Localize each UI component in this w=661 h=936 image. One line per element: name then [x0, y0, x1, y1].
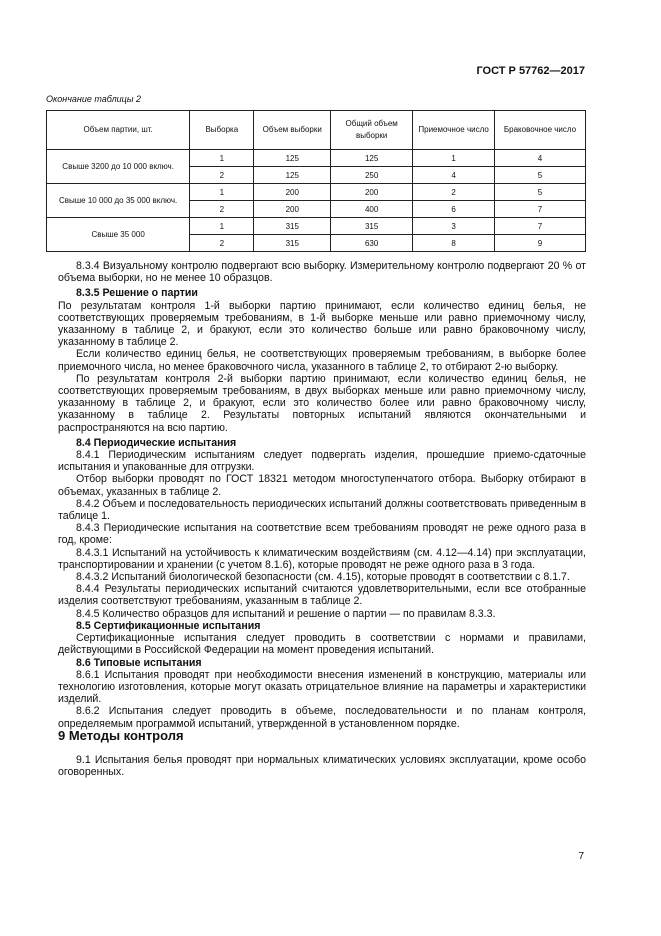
reject-cell: 5: [494, 167, 585, 184]
page-number: 7: [578, 851, 584, 862]
total-cell: 125: [331, 150, 413, 167]
reject-cell: 9: [494, 235, 585, 252]
paragraph-8-4-1-b: Отбор выборки проводят по ГОСТ 18321 методом многоступенчатого отбора. Выборку отбирают в объемах, указанных в таблице 2.: [58, 473, 586, 498]
paragraph-8-4-5: 8.4.5 Количество образцов для испытаний и решение о партии — по правилам 8.3.3.: [76, 607, 496, 620]
sampling-table: [46, 110, 586, 252]
paragraph-8-4-3-1: 8.4.3.1 Испытаний на устойчивость к климатическим воздействиям (см. 4.12—4.14) при эксплуатации, транспортировании и хранении (с учетом 8.1.6), которые проводят не реже одного раза в 3 года.: [58, 546, 586, 571]
sample-size-cell: 125: [254, 150, 331, 167]
document-id: ГОСТ Р 57762—2017: [476, 65, 585, 77]
accept-cell: 1: [413, 150, 495, 167]
heading-8-5: 8.5 Сертификационные испытания: [76, 619, 261, 632]
heading-8-6: 8.6 Типовые испытания: [76, 656, 202, 669]
sample-cell: 2: [190, 235, 254, 252]
lot-size-cell: Свыше 35 000: [47, 218, 190, 252]
reject-cell: 4: [494, 150, 585, 167]
paragraph-8-5: Сертификационные испытания следует проводить в соответствии с нормами и правилами, действующими в Российской Федерации на момент проведения испытаний.: [58, 632, 586, 657]
accept-cell: 4: [413, 167, 495, 184]
heading-8-4: 8.4 Периодические испытания: [76, 436, 237, 449]
sample-size-cell: 200: [254, 184, 331, 201]
sample-cell: 1: [190, 218, 254, 235]
lot-size-cell: Свыше 10 000 до 35 000 включ.: [47, 184, 190, 218]
sample-cell: 2: [190, 167, 254, 184]
reject-cell: 7: [494, 218, 585, 235]
table-row: [47, 150, 586, 167]
accept-cell: 2: [413, 184, 495, 201]
body-text: [58, 260, 586, 778]
table-row: [47, 184, 586, 201]
total-cell: 400: [331, 201, 413, 218]
sample-size-cell: 315: [254, 235, 331, 252]
paragraph-9-1: 9.1 Испытания белья проводят при нормальных климатических условиях эксплуатации, кроме особо оговоренных.: [58, 753, 586, 779]
sample-cell: 1: [190, 150, 254, 167]
col-header-acceptance-number: Приемочное число: [413, 111, 495, 150]
paragraph-8-6-1: 8.6.1 Испытания проводят при необходимости внесения изменений в конструкцию, материалы или технологию изготовления, которые могут оказать отрицательное влияние на параметры и характеристики изделий.: [58, 668, 586, 706]
paragraph-8-4-2: 8.4.2 Объем и последовательность периодических испытаний должны соответствовать приведенным в таблице 1.: [58, 497, 587, 523]
total-cell: 630: [331, 235, 413, 252]
table-caption: Окончание таблицы 2: [46, 94, 141, 104]
paragraph-8-3-5-b: Если количество единиц белья, не соответствующих проверяемым требованиям, в выборке более приемочного числа, но менее браковочного числа, указанного в таблице 2, то отбирают 2-ю выборку.: [58, 348, 586, 373]
table-row: [47, 218, 586, 235]
reject-cell: 5: [494, 184, 585, 201]
col-header-rejection-number: Браковочное число: [494, 111, 585, 150]
paragraph-8-4-3: 8.4.3 Периодические испытания на соответствие всем требованиям проводят не реже одного раза в год, кроме:: [58, 522, 586, 547]
lot-size-cell: Свыше 3200 до 10 000 включ.: [47, 150, 190, 184]
heading-8-3-5: 8.3.5 Решение о партии: [76, 287, 198, 300]
accept-cell: 6: [413, 201, 495, 218]
total-cell: 250: [331, 167, 413, 184]
paragraph-8-3-5-a: По результатам контроля 1-й выборки партию принимают, если количество единиц белья, не соответствующих проверяемым требованиям, в 1-й выборке меньше или равно приемочному числу, указанному в таблице 2, и бракуют, если это количество больше или равно браковочному числу, указанному в таблице 2.: [58, 299, 586, 349]
col-header-total-sample: Общий объем выборки: [331, 111, 413, 150]
total-cell: 200: [331, 184, 413, 201]
section-heading-9: 9 Методы контроля: [58, 727, 184, 743]
col-header-sample: Выборка: [190, 111, 254, 150]
paragraph-8-3-5-c: По результатам контроля 2-й выборки партию принимают, если количество единиц белья, не соответствующих проверяемым требованиям, в двух выборках меньше или равно приемочному числу, указанному в таблице 2, и бракуют, если это количество более или равно браковочному числу, указанному в таблице 2. Результаты повторных испытаний являются окончательными и распространяются на всю партию.: [58, 372, 586, 434]
accept-cell: 8: [413, 235, 495, 252]
paragraph-8-4-4: 8.4.4 Результаты периодических испытаний считаются удовлетворительными, если все отобранные изделия соответствуют требованиям, указанным в таблице 2.: [58, 583, 586, 608]
sample-size-cell: 125: [254, 167, 331, 184]
paragraph-8-3-4: 8.3.4 Визуальному контролю подвергают всю выборку. Измерительному контролю подвергают 20 % от объема выборки, но не менее 10 образцов.: [58, 260, 586, 285]
paragraph-8-6-2: 8.6.2 Испытания следует проводить в объеме, последовательности и по планам контроля, определяемым программой испытаний, утвержденной в установленном порядке.: [58, 705, 586, 730]
sample-size-cell: 315: [254, 218, 331, 235]
col-header-sample-size: Объем выборки: [254, 111, 331, 150]
sample-cell: 1: [190, 184, 254, 201]
paragraph-8-4-1: 8.4.1 Периодическим испытаниям следует подвергать изделия, прошедшие приемо-сдаточные испытания и упакованные для отгрузки.: [58, 449, 586, 474]
sample-size-cell: 200: [254, 201, 331, 218]
reject-cell: 7: [494, 201, 585, 218]
accept-cell: 3: [413, 218, 495, 235]
total-cell: 315: [331, 218, 413, 235]
paragraph-8-4-3-2: 8.4.3.2 Испытаний биологической безопасности (см. 4.15), которые проводят в соответствии с 8.1.7.: [76, 571, 570, 584]
table-header-row: [47, 111, 586, 150]
sample-cell: 2: [190, 201, 254, 218]
col-header-lot-size: Объем партии, шт.: [47, 111, 190, 150]
